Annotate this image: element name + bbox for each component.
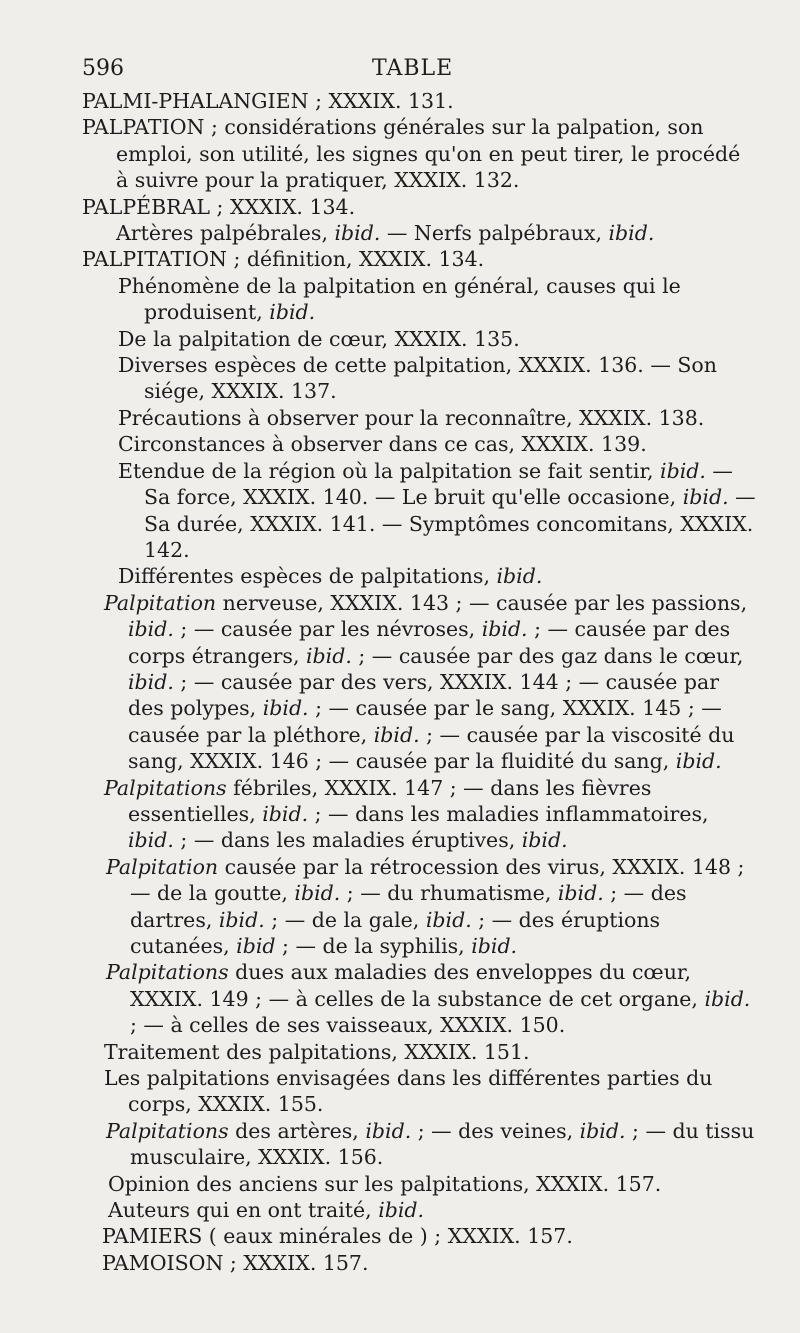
entry-text: causée par la rétrocession des virus, XXXIX. 148 ; — de la goutte, — [130, 854, 745, 906]
index-entry — [82, 88, 758, 114]
entry-text: ibid. — [608, 221, 655, 246]
entry-text: ; — causée par des vers, XXXIX. 144 ; — causée par des polypes, — [128, 669, 719, 721]
entry-text: ibid. — [682, 485, 729, 510]
entry-text: PAMIERS ( eaux minérales de ) ; XXXIX. 157. — [102, 1224, 573, 1249]
entry-text: ibid. — [675, 749, 722, 774]
entry-text: ibid. — [128, 828, 174, 853]
entry-text: ibid. — [521, 828, 568, 853]
index-entry — [82, 326, 758, 352]
page-header — [82, 56, 740, 86]
index-entry — [82, 1039, 758, 1065]
entry-text: ; — de la gale, — [264, 907, 426, 932]
entry-text: ; — des dartres, — [130, 881, 687, 932]
entry-text: ibid. — [579, 1118, 626, 1143]
entry-text: ibid. — [218, 907, 265, 932]
entry-text: ; — des veines, — [411, 1118, 580, 1143]
index-entry — [82, 854, 758, 960]
index-entry — [82, 959, 758, 1038]
entry-text: Palpitations — [104, 775, 227, 800]
entry-text: ibid. — [704, 986, 751, 1011]
entry-text: PAMOISON ; XXXIX. 157. — [102, 1250, 369, 1275]
index-entry — [82, 352, 758, 405]
entry-text: Différentes espèces de palpitations, — [118, 564, 497, 589]
entry-text: ibid. — [128, 617, 174, 642]
index-entry — [82, 1197, 758, 1223]
entry-text: Artères palpébrales, — [116, 221, 335, 246]
entry-text: ibid. — [294, 881, 341, 906]
entry-text: — Sa force, XXXIX. 140. — Le bruit qu'elle occasione, — [144, 458, 733, 510]
index-entry — [82, 563, 758, 589]
entry-text: ; — du rhumatisme, — [340, 881, 558, 906]
entry-text: nerveuse, XXXIX. 143 ; — causée par les passions, — [216, 590, 748, 615]
index-entry — [82, 431, 758, 457]
index-entry — [82, 273, 758, 326]
entry-text: ibid. — [471, 934, 518, 958]
entry-text: des artères, — [228, 1118, 366, 1143]
entry-text: fébriles, XXXIX. 147 ; — dans les fièvres essentielles, — [128, 775, 652, 826]
entry-text: ; — causée par le sang, XXXIX. 145 ; — causée par la pléthore, — [128, 696, 722, 747]
index-entry — [82, 246, 758, 272]
entry-text: ; — à celles de ses vaisseaux, XXXIX. 150. — [130, 1013, 566, 1038]
entry-text: — Nerfs palpébraux, — [380, 221, 609, 246]
entry-text: ibid. — [378, 1198, 425, 1223]
index-entry — [82, 1250, 758, 1276]
entry-text: Traitement des palpitations, XXXIX. 151. — [104, 1039, 530, 1064]
entry-text: ; — causée par les névroses, — [173, 617, 482, 642]
entry-text: ibid. — [262, 801, 309, 826]
entry-text: ibid. — [334, 221, 381, 246]
entry-text: ; — du tissu musculaire, XXXIX. 156. — [130, 1118, 755, 1170]
entry-text: Palpitation — [106, 854, 219, 879]
entry-text: Précautions à observer pour la reconnaître, XXXIX. 138. — [118, 405, 705, 430]
index-entry — [82, 194, 758, 220]
entry-text: Palpitations — [106, 1118, 229, 1143]
entry-text: ; — causée par des corps étrangers, — [128, 617, 731, 668]
entry-text: ibid. — [660, 458, 706, 483]
entry-text: ibid. — [481, 617, 528, 642]
entry-text: Etendue de la région où la palpitation se fait sentir, — [118, 458, 661, 483]
entry-text: Auteurs qui en ont traité, — [108, 1198, 379, 1223]
entry-text: ibid. — [373, 722, 420, 747]
index-entry — [82, 220, 758, 246]
entry-text: ; — causée par la viscosité du sang, XXXIX. 146 ; — causée par la fluidité du sang, — [128, 722, 735, 774]
entry-text: Les palpitations envisagées dans les différentes parties du corps, XXXIX. 155. — [104, 1066, 713, 1117]
entry-text: ; — causée par des gaz dans le cœur, — [351, 643, 744, 668]
entry-text: PALPATION ; considérations générales sur la palpation, son emploi, son utilité, les signes qu'on en peut tirer, le procédé à suivre pour la pratiquer, XXXIX. 132. — [82, 115, 741, 193]
entry-text: Palpitation — [104, 590, 217, 615]
index-entries — [82, 88, 758, 1276]
entry-text: ; — dans les maladies éruptives, — [173, 828, 522, 853]
entry-text: ibid. — [425, 907, 472, 932]
running-title: TABLE — [372, 56, 454, 81]
index-entry — [82, 405, 758, 431]
entry-text: PALPITATION ; définition, XXXIX. 134. — [82, 247, 485, 272]
entry-text: PALPÉBRAL ; XXXIX. 134. — [82, 194, 356, 219]
entry-text: ibid. — [269, 300, 316, 325]
entry-text: De la palpitation de cœur, XXXIX. 135. — [118, 326, 520, 351]
entry-text: ; — dans les maladies inflammatoires, — [308, 801, 709, 826]
entry-text: ; — des éruptions cutanées, — [130, 907, 661, 958]
index-entry — [82, 1171, 758, 1197]
index-entry — [82, 590, 758, 775]
entry-text: ibid. — [305, 643, 352, 668]
entry-text: Palpitations — [106, 960, 229, 985]
page-number: 596 — [82, 56, 124, 81]
index-entry — [82, 458, 758, 564]
entry-text: ibid. — [128, 669, 174, 694]
index-entry — [82, 775, 758, 854]
entry-text: Opinion des anciens sur les palpitations, XXXIX. 157. — [108, 1171, 662, 1196]
entry-text: Circonstances à observer dans ce cas, XXXIX. 139. — [118, 432, 647, 457]
index-entry — [82, 114, 758, 193]
entry-text: ibid. — [557, 881, 604, 906]
entry-text: ; — de la syphilis, — [275, 934, 472, 958]
entry-text: ibid. — [262, 696, 309, 721]
entry-text: Phénomène de la palpitation en général, causes qui le produisent, — [118, 273, 681, 325]
index-entry — [82, 1223, 758, 1249]
entry-text: ibid. — [365, 1118, 412, 1143]
entry-text: dues aux maladies des enveloppes du cœur, XXXIX. 149 ; — à celles de la substance de cet organe, — [130, 960, 705, 1011]
entry-text: ibid — [236, 934, 276, 958]
entry-text: — Sa durée, XXXIX. 141. — Symptômes concomitans, XXXIX. 142. — [144, 485, 756, 562]
entry-text: Diverses espèces de cette palpitation, XXXIX. 136. — Son siége, XXXIX. 137. — [118, 353, 717, 404]
entry-text: PALMI-PHALANGIEN ; XXXIX. 131. — [82, 89, 454, 113]
index-entry — [82, 1065, 758, 1118]
index-entry — [82, 1118, 758, 1171]
entry-text: ibid. — [496, 564, 543, 589]
